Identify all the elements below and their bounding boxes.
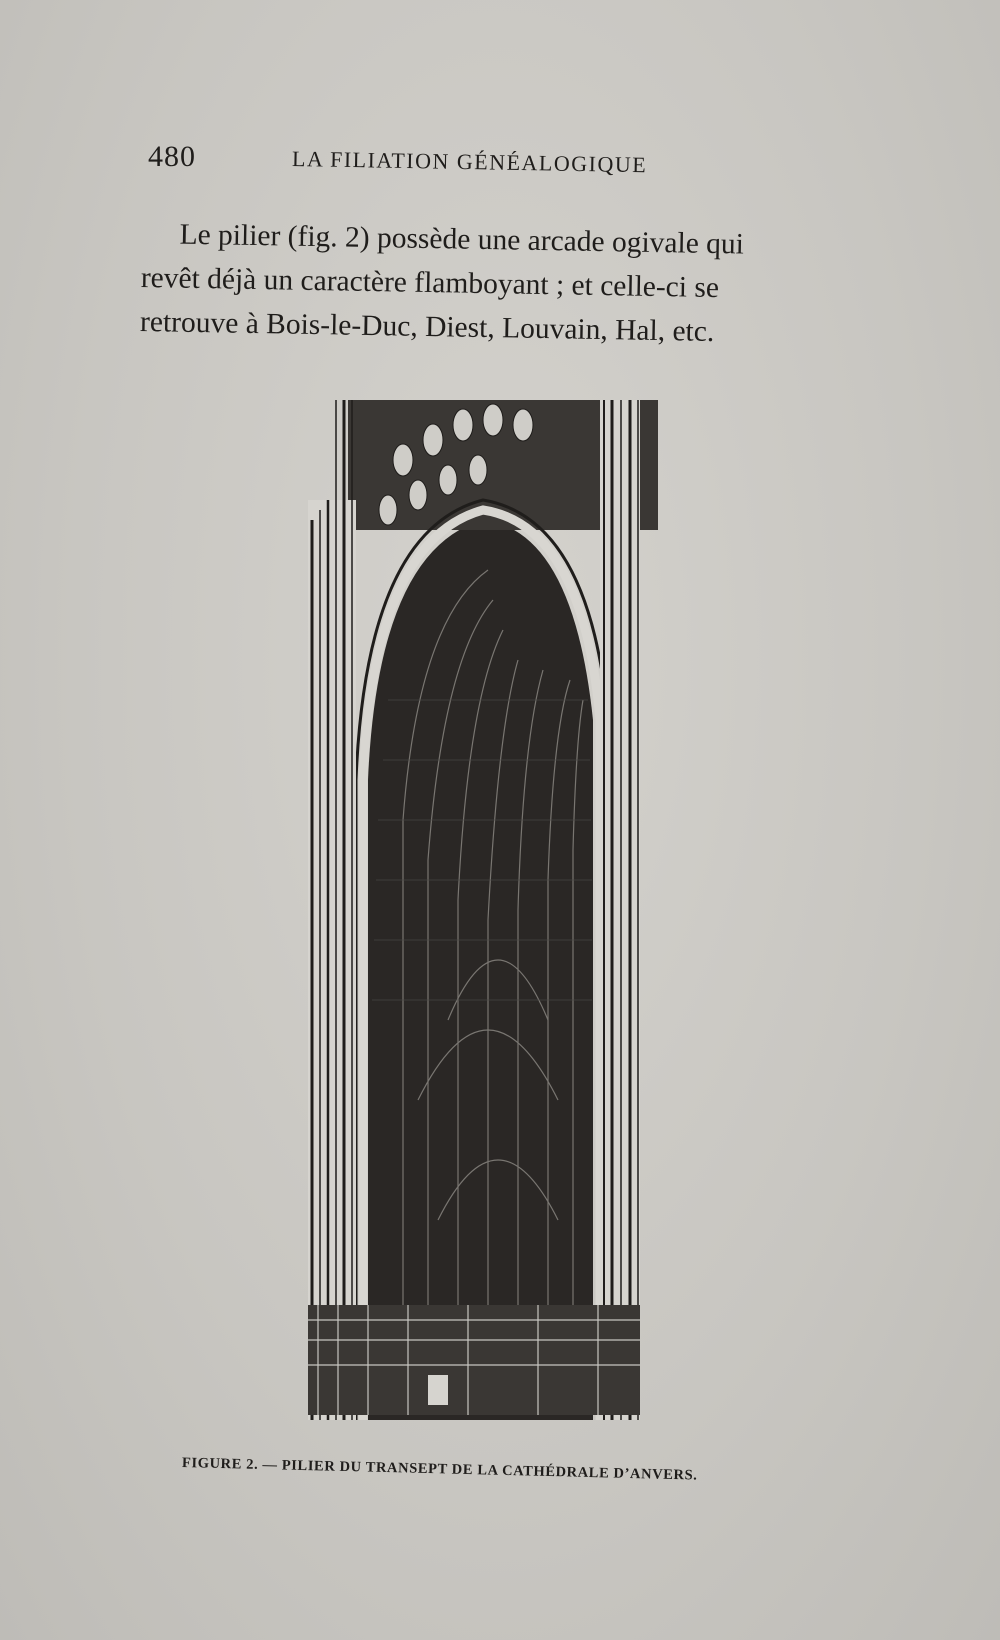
body-line: revêt déjà un caractère flamboyant ; et celle-ci se [140,261,720,305]
body-line: retrouve à Bois-le-Duc, Diest, Louvain, Hal, etc. [139,305,715,349]
figure-caption: FIGURE 2. — PILIER DU TRANSEPT DE LA CATHÉDRALE D’ANVERS. [181,1455,698,1484]
page-number: 480 [148,140,196,173]
page-header [148,140,718,178]
body-line: Le pilier (fig. 2) possède une arcade ogivale qui [179,218,745,261]
body-paragraph [140,212,872,357]
cathedral-pillar-engraving [308,400,668,1460]
running-head: LA FILIATION GÉNÉALOGIQUE [291,146,648,178]
bleed-through [120,360,880,402]
